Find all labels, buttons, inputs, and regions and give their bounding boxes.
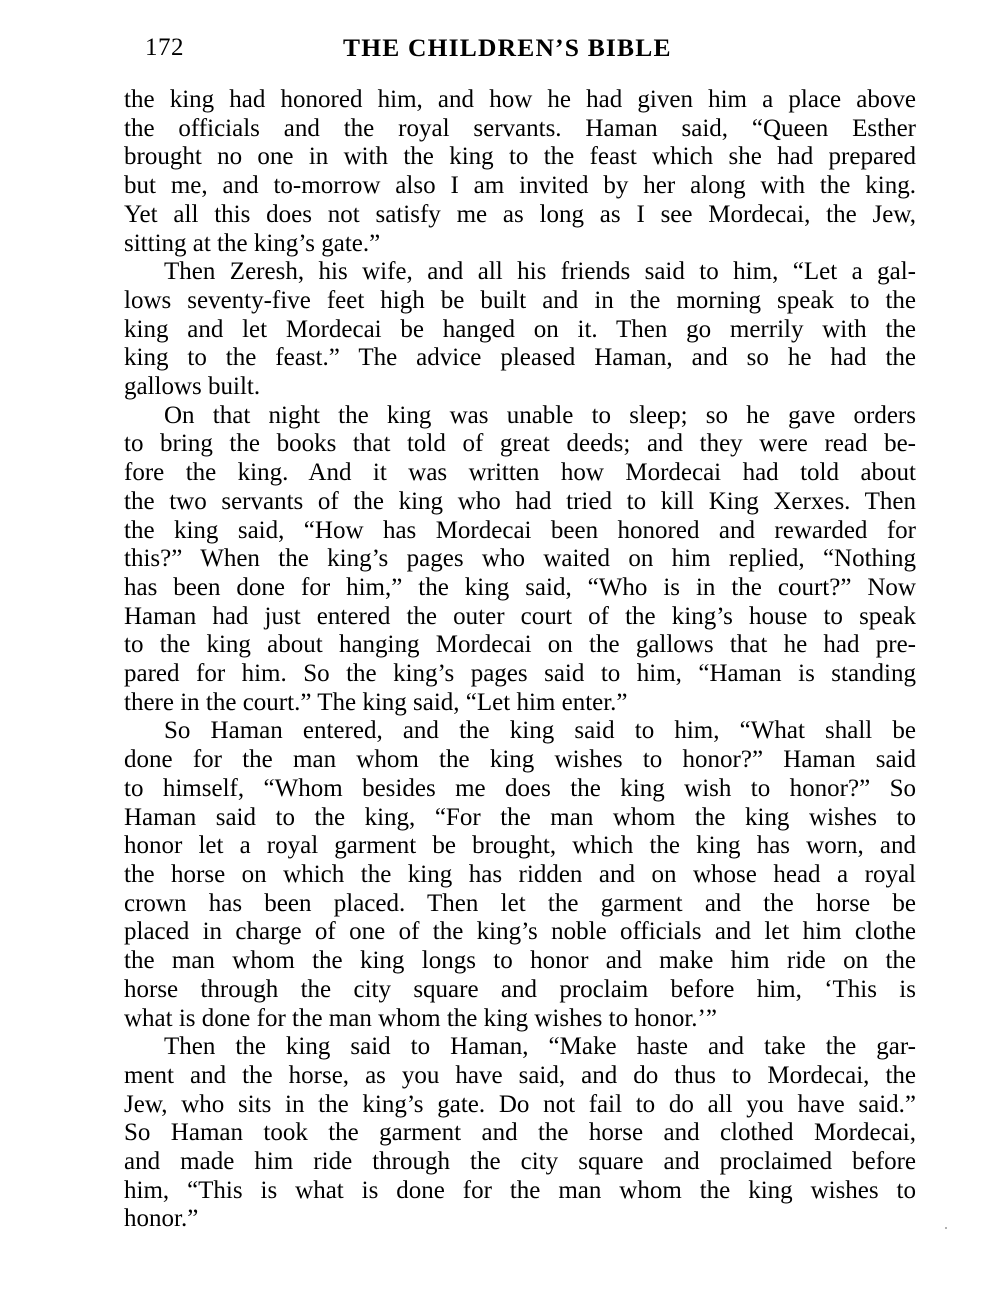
text-line: and made him ride through the city square and proclaimed before (124, 1148, 916, 1176)
paragraph (124, 402, 916, 718)
paper-speck (945, 1227, 947, 1229)
page-number: 172 (145, 34, 184, 61)
text-line: him, “This is what is done for the man whom the king wishes to (124, 1176, 916, 1204)
text-line: the two servants of the king who had tried to kill King Xerxes. Then (124, 487, 916, 515)
paragraph (124, 1033, 916, 1234)
text-line: has been done for him,” the king said, “Who is in the court?” Now (124, 573, 916, 601)
body-text (124, 86, 916, 1234)
text-line: but me, and to-morrow also I am invited by her along with the king. (124, 172, 916, 200)
text-line: honor let a royal garment be brought, which the king has worn, and (124, 832, 916, 860)
text-line: the man whom the king longs to honor and make him ride on the (124, 947, 916, 975)
text-line: lows seventy-five feet high be built and in the morning speak to the (124, 286, 916, 314)
text-line: brought no one in with the king to the feast which she had prepared (124, 143, 916, 171)
text-line: Jew, who sits in the king’s gate. Do not fail to do all you have said.” (124, 1090, 916, 1118)
text-line: done for the man whom the king wishes to honor?” Haman said (124, 746, 916, 774)
text-line: Yet all this does not satisfy me as long as I see Mordecai, the Jew, (124, 200, 916, 228)
text-line: the king said, “How has Mordecai been honored and rewarded for (124, 516, 916, 544)
paragraph (124, 258, 916, 402)
text-line: Haman said to the king, “For the man whom the king wishes to (124, 803, 916, 831)
text-line: Haman had just entered the outer court of the king’s house to speak (124, 602, 916, 630)
text-line: this?” When the king’s pages who waited on him replied, “Nothing (124, 545, 916, 573)
text-line: horse through the city square and proclaim before him, ‘This is (124, 975, 916, 1003)
text-line: crown has been placed. Then let the garment and the horse be (124, 889, 916, 917)
text-line: Then the king said to Haman, “Make haste and take the gar- (164, 1033, 916, 1061)
text-line: to himself, “Whom besides me does the king wish to honor?” So (124, 774, 916, 802)
text-line: king to the feast.” The advice pleased Haman, and so he had the (124, 344, 916, 372)
paragraph (124, 86, 916, 258)
text-line: the horse on which the king has ridden and on whose head a royal (124, 860, 916, 888)
text-line: pared for him. So the king’s pages said to him, “Haman is standing (124, 660, 916, 688)
text-line: the officials and the royal servants. Haman said, “Queen Esther (124, 114, 916, 142)
text-line: what is done for the man whom the king wishes to honor.’” (124, 1004, 717, 1032)
text-line: fore the king. And it was written how Mordecai had told about (124, 459, 916, 487)
text-line: to the king about hanging Mordecai on the gallows that he had pre- (124, 631, 916, 659)
text-line: ment and the horse, as you have said, and do thus to Mordecai, the (124, 1061, 916, 1089)
running-title: THE CHILDREN’S BIBLE (343, 33, 672, 62)
text-line: gallows built. (124, 373, 261, 401)
paragraph (124, 717, 916, 1033)
text-line: there in the court.” The king said, “Let him enter.” (124, 688, 628, 716)
text-line: Then Zeresh, his wife, and all his friends said to him, “Let a gal- (164, 258, 916, 286)
text-line: So Haman entered, and the king said to him, “What shall be (164, 717, 916, 745)
text-line: On that night the king was unable to sleep; so he gave orders (164, 401, 916, 429)
text-line: to bring the books that told of great deeds; and they were read be- (124, 430, 916, 458)
text-line: king and let Mordecai be hanged on it. Then go merrily with the (124, 315, 916, 343)
text-line: So Haman took the garment and the horse and clothed Mordecai, (124, 1119, 916, 1147)
text-line: placed in charge of one of the king’s noble officials and let him clothe (124, 918, 916, 946)
text-line: the king had honored him, and how he had given him a place above (124, 86, 916, 113)
text-line: sitting at the king’s gate.” (124, 229, 381, 257)
text-line: honor.” (124, 1205, 199, 1233)
